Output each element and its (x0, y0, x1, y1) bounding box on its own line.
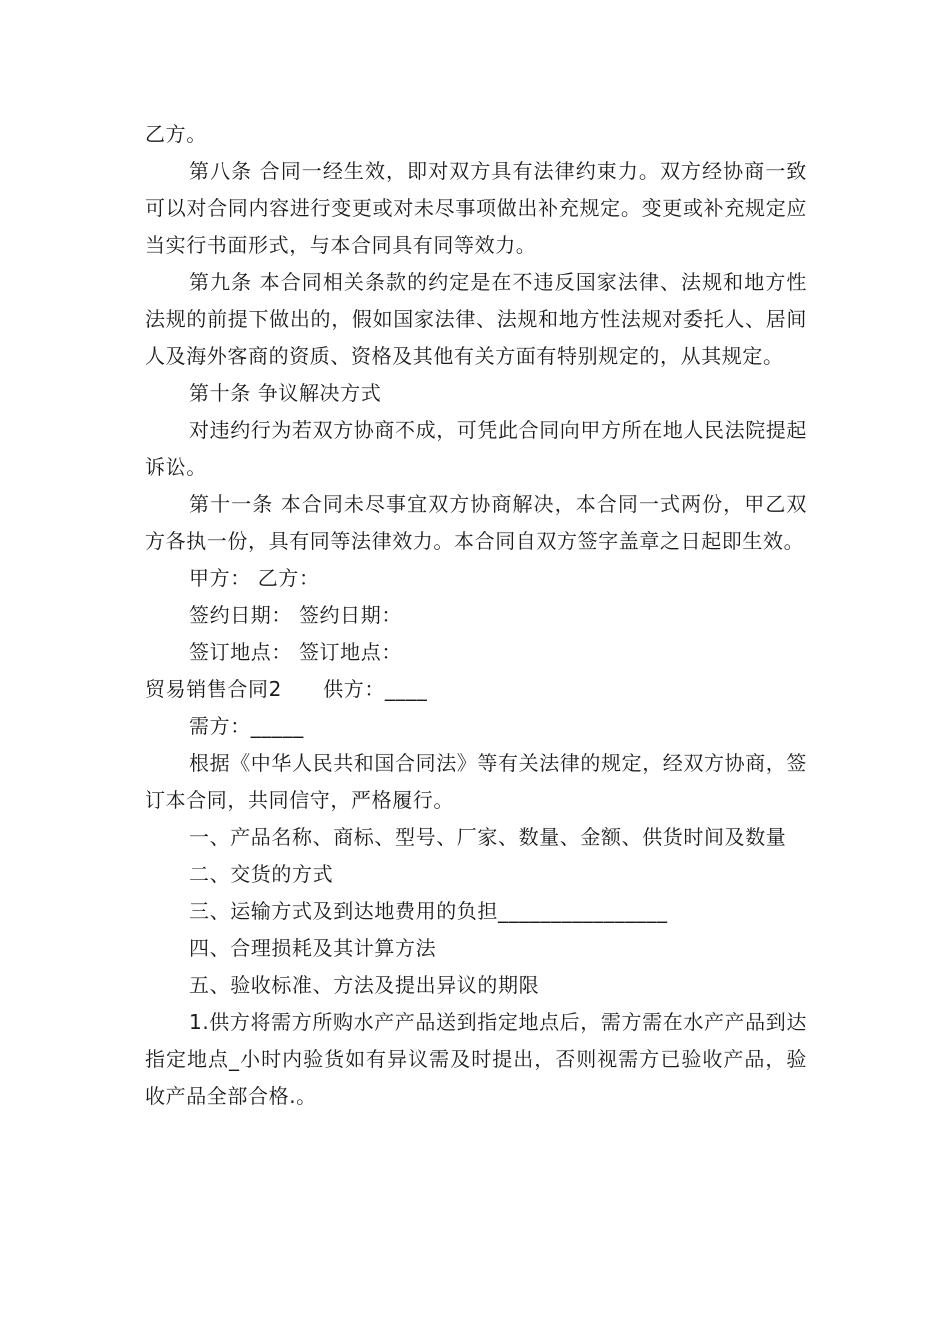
paragraph-article-8: 第八条 合同一经生效，即对双方具有法律约束力。双方经协商一致可以对合同内容进行变更或对未尽事项做出补充规定。变更或补充规定应当实行书面形式，与本合同具有同等效力。 (145, 159, 807, 257)
paragraph-legal-basis: 根据《中华人民共和国合同法》等有关法律的规定，经双方协商，签订本合同，共同信守，严格履行。 (145, 751, 807, 812)
signature-place-line: 签订地点： 签订地点： (189, 640, 402, 664)
paragraph-article-9: 第九条 本合同相关条款的约定是在不违反国家法律、法规和地方性法规的前提下做出的，假如国家法律、法规和地方性法规对委托人、居间人及海外客商的资质、资格及其他有关方面有特别规定的，从其规定。 (145, 270, 807, 368)
section-2-delivery: 二、交货的方式 (189, 862, 334, 886)
signature-parties-line: 甲方： 乙方： (189, 566, 320, 590)
paragraph-article-11: 第十一条 本合同未尽事宜双方协商解决，本合同一式两份，甲乙双方各执一份，具有同等法律效力。本合同自双方签字盖章之日起即生效。 (145, 492, 807, 553)
document-body (145, 116, 807, 1115)
clause-5-1-inspection: 1.供方将需方所购水产产品送到指定地点后，需方需在水产产品到达指定地点_小时内验货如有异议需及时提出，否则视需方已验收产品，验收产品全部合格.。 (145, 1010, 807, 1108)
section-5-acceptance: 五、验收标准、方法及提出异议的期限 (189, 973, 540, 997)
buyer-line: 需方：_____ (189, 714, 304, 738)
paragraph-dispute-resolution: 对违约行为若双方协商不成，可凭此合同向甲方所在地人民法院提起诉讼。 (145, 418, 807, 479)
signature-date-line: 签约日期： 签约日期： (189, 603, 402, 627)
section-1-products: 一、产品名称、商标、型号、厂家、数量、金额、供货时间及数量 (189, 825, 787, 849)
section-4-losses: 四、合理损耗及其计算方法 (189, 936, 437, 960)
paragraph-party-b-end: 乙方。 (145, 122, 207, 146)
paragraph-article-10-heading: 第十条 争议解决方式 (189, 381, 382, 405)
section-3-transport: 三、运输方式及到达地费用的负担________________ (189, 899, 668, 923)
contract-2-title-supplier: 贸易销售合同2 供方：____ (145, 677, 428, 701)
